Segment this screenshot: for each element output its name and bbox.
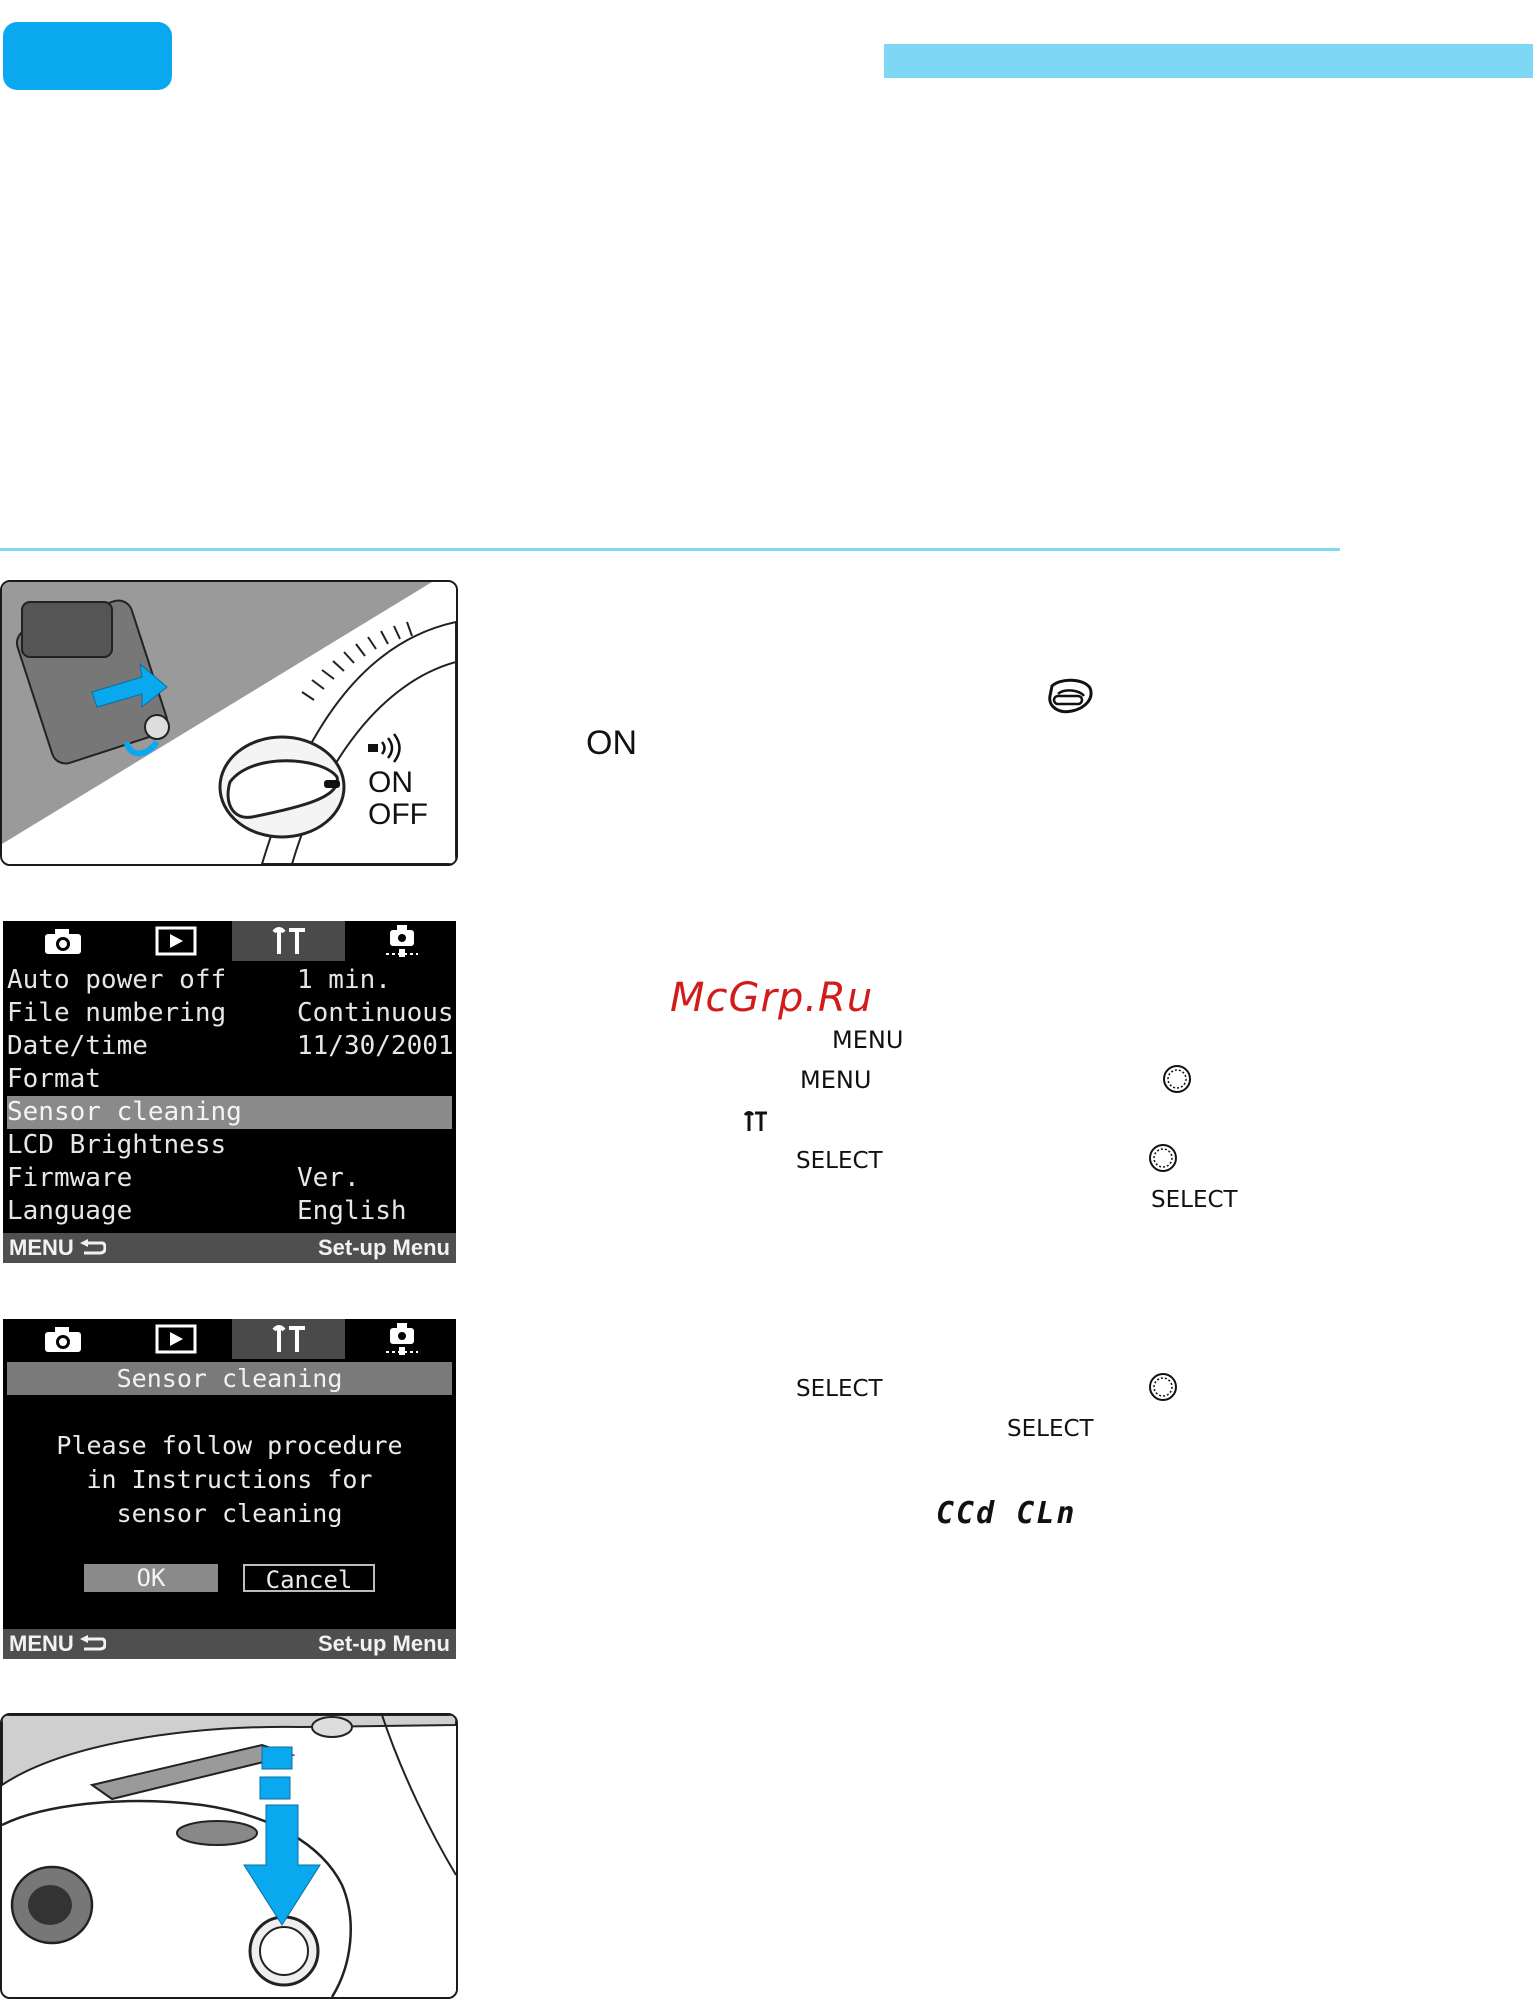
setup-wrench-icon (744, 1110, 768, 1132)
setup-menu-screen (3, 921, 456, 1263)
quick-control-dial-icon (1148, 1372, 1178, 1402)
ok-button[interactable]: OK (84, 1564, 218, 1592)
cancel-button[interactable]: Cancel (243, 1564, 375, 1592)
menu-button-label-2: MENU (800, 1066, 872, 1094)
switch-on-label: ON (368, 766, 413, 799)
dialog-message (3, 1429, 456, 1531)
dialog-message-line: in Instructions for (86, 1465, 373, 1494)
menu-footer (3, 1233, 456, 1263)
return-arrow-icon (80, 1239, 106, 1257)
setup-wrench-icon (271, 926, 307, 956)
step1-on-text: ON (586, 724, 637, 762)
section-tab-chip (3, 22, 172, 90)
custom-function-icon (384, 924, 420, 958)
power-switch-illustration (0, 580, 458, 866)
playback-icon (155, 1324, 197, 1354)
menu-item-sensor-cleaning[interactable]: Sensor cleaning (7, 1096, 452, 1129)
sensor-cleaning-dialog-screen (3, 1319, 456, 1659)
menu-item-date-time[interactable]: Date/time 11/30/2001 (7, 1031, 454, 1061)
menu-item-format[interactable]: Format (7, 1064, 101, 1094)
watermark: McGrp.Ru (670, 975, 874, 1021)
tab-playback[interactable] (119, 1319, 232, 1359)
tab-camera[interactable] (6, 1319, 119, 1359)
custom-function-icon (384, 1322, 420, 1356)
menu-button-label-1: MENU (832, 1026, 904, 1054)
playback-icon (155, 926, 197, 956)
tab-playback[interactable] (119, 921, 232, 961)
tab-custom[interactable] (345, 921, 458, 961)
header-band (884, 44, 1533, 78)
return-arrow-icon (80, 1635, 106, 1653)
menu-item-auto-power-off[interactable]: Auto power off 1 min. (7, 965, 391, 995)
footer-menu-label: MENU (9, 1629, 106, 1659)
section-divider (0, 548, 1340, 551)
menu-tabs (3, 1319, 456, 1361)
quick-control-dial-icon (1162, 1064, 1192, 1094)
quick-control-dial-icon (1148, 1143, 1178, 1173)
camera-icon (43, 1325, 83, 1353)
lcd-panel-readout: CCd CLn (936, 1496, 1077, 1531)
menu-item-firmware[interactable]: Firmware Ver. (7, 1163, 360, 1193)
menu-item-file-numbering[interactable]: File numbering Continuous (7, 998, 454, 1028)
tab-setup[interactable] (232, 1319, 345, 1359)
menu-item-language[interactable]: Language English (7, 1196, 407, 1226)
switch-off-label: OFF (368, 798, 428, 831)
footer-menu-label: MENU (9, 1233, 106, 1263)
tab-custom[interactable] (345, 1319, 458, 1359)
select-button-label-1: SELECT (796, 1148, 883, 1174)
camera-icon (43, 927, 83, 955)
tab-setup[interactable] (232, 921, 345, 961)
select-button-label-4: SELECT (1007, 1416, 1094, 1442)
setup-wrench-icon (271, 1324, 307, 1354)
shutter-button-illustration (0, 1713, 458, 1999)
menu-tabs (3, 921, 456, 963)
dialog-message-line: sensor cleaning (116, 1499, 343, 1528)
footer-menu-title: Set-up Menu (318, 1235, 450, 1260)
select-button-label-2: SELECT (1151, 1187, 1238, 1213)
menu-footer (3, 1629, 456, 1659)
dialog-title: Sensor cleaning (7, 1362, 452, 1395)
footer-menu-title: Set-up Menu (318, 1631, 450, 1656)
tab-camera[interactable] (6, 921, 119, 961)
dialog-message-line: Please follow procedure (56, 1431, 403, 1460)
menu-item-lcd-brightness[interactable]: LCD Brightness (7, 1130, 227, 1160)
camera-body-icon (1046, 678, 1094, 716)
select-button-label-3: SELECT (796, 1376, 883, 1402)
